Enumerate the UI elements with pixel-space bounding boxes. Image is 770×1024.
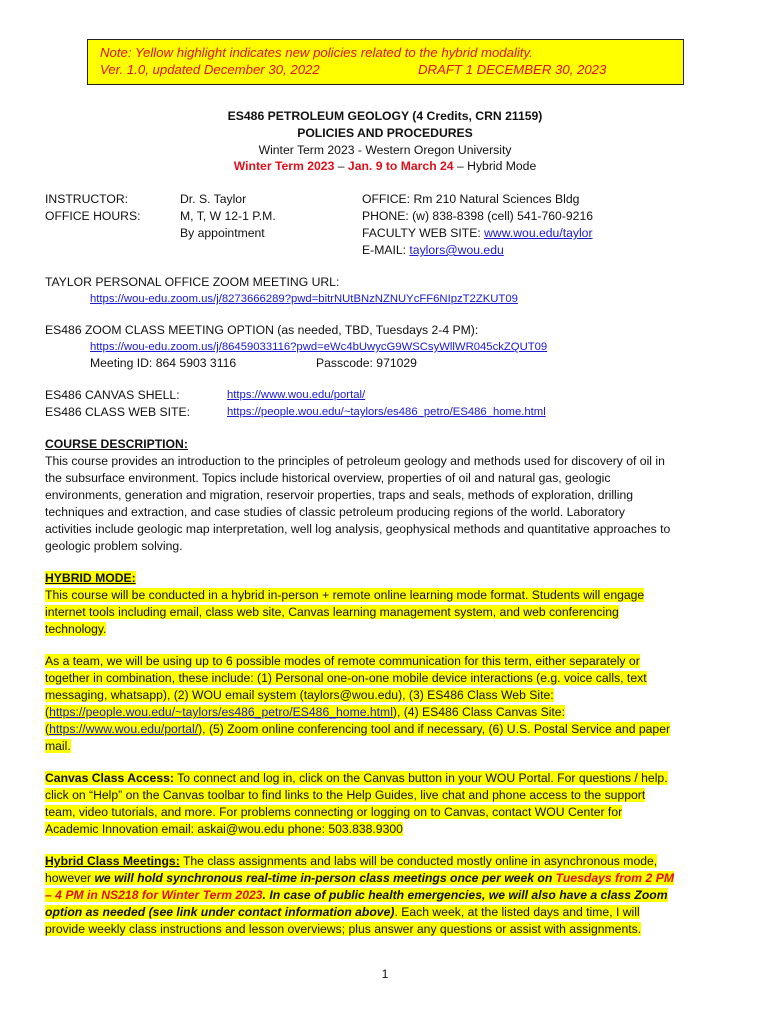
team-line: [45, 653, 640, 670]
faculty-web-link[interactable]: www.wou.edu/taylor: [484, 226, 593, 240]
term-dates-line: [0, 158, 770, 175]
meetings-line: [45, 870, 674, 887]
meeting-id: Meeting ID: 864 5903 3116: [90, 356, 237, 370]
team-line-text: As a team, we will be using up to 6 possible modes of remote communication for this term, either separately or: [45, 654, 640, 668]
meetings-line: [45, 921, 641, 938]
description-line: geologic problem solving.: [45, 539, 183, 553]
instructor-label: INSTRUCTOR:: [45, 192, 129, 206]
meetings-line: [45, 853, 657, 870]
hybrid-heading-text: HYBRID MODE:: [45, 571, 136, 585]
hybrid-line: [45, 604, 619, 621]
term-mode: – Hybrid Mode: [453, 159, 537, 173]
meetings-time: Tuesdays from 2 PM: [555, 871, 674, 885]
class-zoom-label: ES486 ZOOM CLASS MEETING OPTION (as needed, TBD, Tuesdays 2-4 PM):: [45, 323, 479, 337]
class-site-label: ES486 CLASS WEB SITE:: [45, 405, 190, 419]
canvas-shell-link[interactable]: https://www.wou.edu/portal/: [227, 389, 366, 401]
meetings-room: – 4 PM in NS218 for Winter Term 2023: [45, 888, 263, 902]
description-line: activities include geologic map interpretation, well log analysis, geophysical methods and quantitative approaches to: [45, 522, 671, 536]
team-line-text: messaging, whatsapp), (2) WOU email system (taylors@wou.edu), (3) ES486 Class Web Site:: [45, 688, 554, 702]
team-line-text: ), (4) ES486 Class Canvas Site:: [392, 705, 565, 719]
note-line-1: Note: Yellow highlight indicates new policies related to the hybrid modality.: [100, 45, 533, 60]
team-line-text: together in combination, these include: (1) Personal one-on-one mobile device interactions (e.g. voice calls, text: [45, 671, 647, 685]
email-label: E-MAIL:: [362, 243, 410, 257]
personal-zoom-label: TAYLOR PERSONAL OFFICE ZOOM MEETING URL:: [45, 275, 340, 289]
canvas-access-text: team, video tutorials, and more. For problems connecting or logging on to Canvas, contact WOU Center for: [45, 805, 623, 819]
meetings-text: however: [45, 871, 95, 885]
meetings-line: [45, 887, 668, 904]
page-number: 1: [381, 967, 389, 981]
meetings-text: provide weekly class instructions and lesson overviews; plus answer any questions or assist with assignments.: [45, 922, 642, 936]
personal-zoom-link[interactable]: https://wou-edu.zoom.us/j/8273666289?pwd=bitrNUtBNzNZNUYcFF6NIpzT2ZKUT09: [90, 293, 518, 305]
meetings-text: The class assignments and labs will be conducted mostly online in asynchronous mode,: [179, 854, 658, 868]
policies-title: POLICIES AND PROCEDURES: [297, 126, 473, 140]
phone-numbers: PHONE: (w) 838-8398 (cell) 541-760-9216: [362, 209, 593, 223]
hybrid-heading: [45, 570, 136, 587]
hybrid-line-text: technology.: [45, 622, 107, 636]
office-hours: M, T, W 12-1 P.M.: [180, 209, 276, 223]
term-red: Winter Term 2023: [233, 159, 335, 173]
term-dates: Jan. 9 to March 24: [347, 159, 454, 173]
instructor-name: Dr. S. Taylor: [180, 192, 247, 206]
passcode: Passcode: 971029: [316, 356, 417, 370]
meetings-line: [45, 904, 640, 921]
meetings-bold: option as needed (see link under contact information above): [45, 905, 395, 919]
hybrid-line: [45, 587, 644, 604]
term-dash: –: [334, 159, 348, 173]
canvas-access-text: click on “Help” on the Canvas toolbar to find links to the Help Guides, live chat and phone access to the support: [45, 788, 646, 802]
canvas-access-heading: Canvas Class Access:: [45, 771, 174, 785]
team-line-text: ), (5) Zoom online conferencing tool and if necessary, (6) U.S. Postal Service and paper: [198, 722, 671, 736]
team-line: [45, 670, 647, 687]
email-link[interactable]: taylors@wou.edu: [409, 243, 504, 257]
class-web-site-link[interactable]: https://people.wou.edu/~taylors/es486_petro/ES486_home.html: [49, 705, 393, 719]
office-location: OFFICE: Rm 210 Natural Sciences Bldg: [362, 192, 580, 206]
meetings-bold: we will hold synchronous real-time in-person class meetings once per week on: [94, 871, 556, 885]
note-box: [87, 39, 684, 85]
team-line: (https://www.wou.edu/portal/), (5) Zoom online conferencing tool and if necessary, (6) U.S. Postal Service and paper: [45, 722, 671, 736]
appointment-note: By appointment: [180, 226, 265, 240]
canvas-access-line: [45, 770, 668, 787]
hybrid-line-text: internet tools including email, class web site, Canvas learning management system, and web conferencing: [45, 605, 619, 619]
course-title: ES486 PETROLEUM GEOLOGY (4 Credits, CRN 21159): [227, 109, 543, 123]
description-line: the subsurface environment. Topics include historical overview, properties of oil and natural gas, geologic: [45, 471, 611, 485]
term-line: Winter Term 2023 - Western Oregon University: [258, 143, 512, 157]
email-line: [362, 242, 504, 259]
description-line: This course provides an introduction to the principles of petroleum geology and methods used for discovery of oil in: [45, 454, 665, 468]
team-line-text: mail.: [45, 739, 71, 753]
canvas-shell-label: ES486 CANVAS SHELL:: [45, 388, 180, 402]
description-line: techniques and extraction, and case studies of classic petroleum producing regions of the world. Laboratory: [45, 505, 625, 519]
class-zoom-link[interactable]: https://wou-edu.zoom.us/j/86459033116?pwd=eWc4bUwycG9WSCsyWllWR045ckZQUT09: [90, 341, 548, 353]
canvas-access-line: [45, 821, 403, 838]
class-site-link[interactable]: https://people.wou.edu/~taylors/es486_petro/ES486_home.html: [227, 406, 546, 418]
faculty-web-line: [362, 225, 593, 242]
note-version: Ver. 1.0, updated December 30, 2022: [100, 62, 320, 77]
description-line: environments, generation and migration, reservoir properties, traps and seals, methods of exploration, drilling: [45, 488, 634, 502]
canvas-site-link[interactable]: https://www.wou.edu/portal/: [49, 722, 199, 736]
hybrid-line: [45, 621, 106, 638]
note-draft: DRAFT 1 DECEMBER 30, 2023: [418, 62, 607, 77]
faculty-web-label: FACULTY WEB SITE:: [362, 226, 485, 240]
team-line: [45, 738, 71, 755]
meetings-bold: . In case of public health emergencies, we will also have a class Zoom: [262, 888, 668, 902]
canvas-access-text: To connect and log in, click on the Canvas button in your WOU Portal. For questions / help.: [173, 771, 668, 785]
canvas-access-text: Academic Innovation email: askai@wou.edu phone: 503.838.9300: [45, 822, 403, 836]
description-heading: COURSE DESCRIPTION:: [45, 437, 188, 451]
meetings-text: . Each week, at the listed days and time, I will: [394, 905, 640, 919]
office-hours-label: OFFICE HOURS:: [45, 209, 141, 223]
hybrid-line-text: This course will be conducted in a hybrid in-person + remote online learning mode format. Students will engage: [45, 588, 645, 602]
team-line: [45, 687, 554, 704]
canvas-access-line: [45, 804, 622, 821]
meetings-heading: Hybrid Class Meetings:: [45, 854, 180, 868]
team-line: (https://people.wou.edu/~taylors/es486_petro/ES486_home.html), (4) ES486 Class Canvas Site:: [45, 705, 565, 719]
canvas-access-line: [45, 787, 645, 804]
